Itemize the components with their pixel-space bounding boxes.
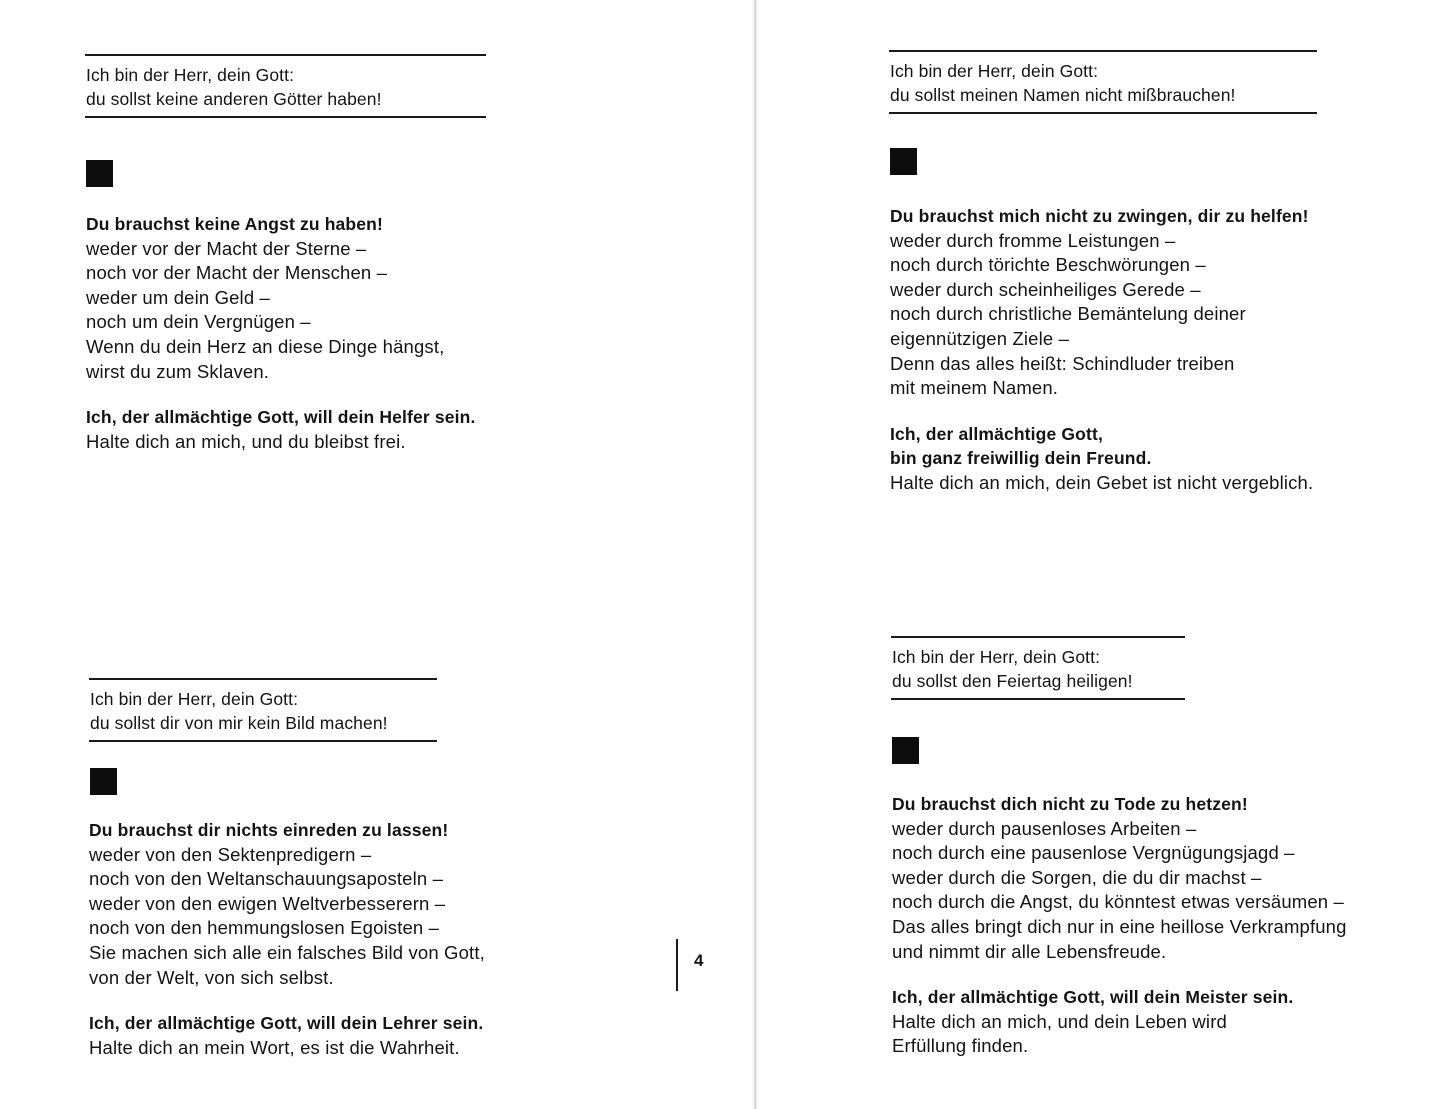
- commandment-4-box: [891, 636, 1185, 700]
- commandment-3-section: [889, 50, 1317, 114]
- commandment-2-box: [89, 678, 437, 742]
- section-heading: Du brauchst mich nicht zu zwingen, dir zu helfen!: [890, 206, 1309, 226]
- black-square-marker: [892, 737, 919, 764]
- text-line: weder durch pausenloses Arbeiten –: [892, 817, 1197, 839]
- commandment-1-box: [85, 54, 486, 118]
- commandment-4-text: [892, 792, 1347, 1059]
- commandment-line: Ich bin der Herr, dein Gott:: [890, 61, 1099, 81]
- text-line: weder durch fromme Leistungen –: [890, 229, 1176, 251]
- promise-line: Ich, der allmächtige Gott, will dein Meister sein.: [892, 987, 1294, 1008]
- section-heading: Du brauchst keine Angst zu haben!: [86, 214, 383, 234]
- text-line: noch durch christliche Bemäntelung deiner: [890, 303, 1246, 325]
- closing-line: Halte dich an mich, und du bleibst frei.: [86, 430, 406, 452]
- commandment-1-section: [85, 54, 486, 118]
- black-square-marker: [86, 160, 113, 187]
- black-square-marker: [90, 768, 117, 795]
- promise-line: Ich, der allmächtige Gott, will dein Helfer sein.: [86, 407, 476, 428]
- text-line: weder durch die Sorgen, die du dir machst –: [892, 866, 1262, 888]
- text-line: weder um dein Geld –: [86, 286, 270, 308]
- text-line: Das alles bringt dich nur in eine heillose Verkrampfung: [892, 915, 1347, 937]
- commandment-3-text: [890, 204, 1313, 496]
- text-line: Denn das alles heißt: Schindluder treiben: [890, 352, 1235, 374]
- promise-line: Ich, der allmächtige Gott, will dein Lehrer sein.: [89, 1013, 484, 1034]
- text-line: noch von den hemmungslosen Egoisten –: [89, 917, 440, 939]
- commandment-line: du sollst den Feiertag heiligen!: [892, 671, 1133, 691]
- promise-line: bin ganz freiwillig dein Freund.: [890, 448, 1152, 469]
- text-line: und nimmt dir alle Lebensfreude.: [892, 940, 1167, 962]
- commandment-line: Ich bin der Herr, dein Gott:: [90, 689, 299, 709]
- text-line: noch vor der Macht der Menschen –: [86, 262, 388, 284]
- commandment-line: du sollst dir von mir kein Bild machen!: [90, 713, 388, 733]
- text-line: noch durch die Angst, du könntest etwas versäumen –: [892, 891, 1344, 913]
- commandment-4-section: [891, 636, 1185, 700]
- commandment-2-section: [89, 678, 437, 742]
- right-page: [756, 0, 1456, 1109]
- text-line: von der Welt, von sich selbst.: [89, 966, 334, 988]
- commandment-line: du sollst meinen Namen nicht mißbrauchen!: [890, 85, 1236, 105]
- section-heading: Du brauchst dich nicht zu Tode zu hetzen!: [892, 794, 1248, 814]
- text-line: noch durch törichte Beschwörungen –: [890, 254, 1206, 276]
- commandment-1-text: [86, 212, 476, 454]
- text-line: wirst du zum Sklaven.: [86, 360, 270, 382]
- text-line: eigennützigen Ziele –: [890, 327, 1070, 349]
- text-line: weder vor der Macht der Sterne –: [86, 237, 367, 259]
- text-line: weder durch scheinheiliges Gerede –: [890, 278, 1201, 300]
- page-number: 4: [676, 939, 703, 991]
- black-square-marker: [890, 148, 917, 175]
- closing-line: Halte dich an mich, und dein Leben wird: [892, 1010, 1227, 1032]
- section-heading: Du brauchst dir nichts einreden zu lassen!: [89, 820, 449, 840]
- closing-line: Halte dich an mein Wort, es ist die Wahrheit.: [89, 1036, 460, 1058]
- text-line: Sie machen sich alle ein falsches Bild von Gott,: [89, 941, 485, 963]
- text-line: mit meinem Namen.: [890, 377, 1059, 399]
- promise-line: Ich, der allmächtige Gott,: [890, 423, 1103, 444]
- commandment-2-text: [89, 818, 485, 1060]
- commandment-line: Ich bin der Herr, dein Gott:: [86, 65, 295, 85]
- closing-line: Erfüllung finden.: [892, 1035, 1029, 1057]
- text-line: noch um dein Vergnügen –: [86, 311, 311, 333]
- text-line: Wenn du dein Herz an diese Dinge hängst,: [86, 335, 445, 357]
- text-line: noch durch eine pausenlose Vergnügungsjagd –: [892, 842, 1295, 864]
- commandment-line: Ich bin der Herr, dein Gott:: [892, 647, 1101, 667]
- commandment-3-box: [889, 50, 1317, 114]
- closing-line: Halte dich an mich, dein Gebet ist nicht vergeblich.: [890, 471, 1314, 493]
- text-line: weder von den ewigen Weltverbesserern –: [89, 892, 446, 914]
- text-line: weder von den Sektenpredigern –: [89, 843, 372, 865]
- commandment-line: du sollst keine anderen Götter haben!: [86, 89, 382, 109]
- text-line: noch von den Weltanschauungsaposteln –: [89, 868, 444, 890]
